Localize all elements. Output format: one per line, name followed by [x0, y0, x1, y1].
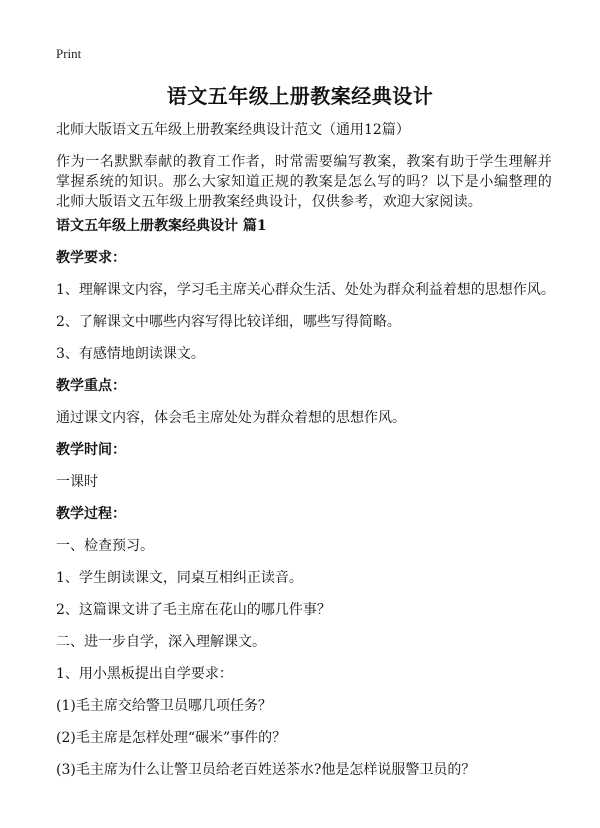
intro-paragraph: 作为一名默默奉献的教育工作者，时常需要编写教案，教案有助于学生理解并掌握系统的知识。那么大家知道正规的教案是怎么写的吗？以下是小编整理的北师大版语文五年级上册教案经典设计，仅供参考，欢迎大家阅读。 — [56, 154, 552, 210]
process-line: 一、检查预习。 — [56, 538, 154, 554]
process-line: 1、用小黑板提出自学要求： — [56, 666, 233, 682]
key-points-heading: 教学重点： — [56, 378, 126, 394]
key-points-text: 通过课文内容，体会毛主席处处为群众着想的思想作风。 — [56, 410, 406, 426]
document-subtitle: 北师大版语文五年级上册教案经典设计范文（通用12篇） — [56, 122, 410, 138]
document-title: 语文五年级上册教案经典设计 — [166, 84, 434, 108]
requirement-item: 1、理解课文内容，学习毛主席关心群众生活、处处为群众利益着想的思想作风。 — [56, 282, 555, 298]
print-link[interactable]: Print — [56, 46, 82, 61]
process-heading: 教学过程： — [56, 506, 126, 522]
process-line: 2、这篇课文讲了毛主席在花山的哪几件事？ — [56, 602, 331, 618]
process-line: 1、学生朗读课文，同桌互相纠正读音。 — [56, 570, 303, 586]
requirement-item: 3、有感情地朗读课文。 — [56, 346, 205, 362]
process-line: (3)毛主席为什么让警卫员给老百姓送茶水?他是怎样说服警卫员的？ — [56, 762, 476, 778]
process-line: 二、进一步自学，深入理解课文。 — [56, 634, 266, 650]
section-heading: 语文五年级上册教案经典设计 篇1 — [56, 218, 267, 234]
process-line: (2)毛主席是怎样处理“碾米”事件的？ — [56, 730, 287, 746]
requirements-heading: 教学要求： — [56, 250, 126, 266]
process-line: (1)毛主席交给警卫员哪几项任务？ — [56, 698, 272, 714]
duration-text: 一课时 — [56, 474, 98, 490]
requirement-item: 2、了解课文中哪些内容写得比较详细，哪些写得简略。 — [56, 314, 401, 330]
duration-heading: 教学时间： — [56, 442, 126, 458]
